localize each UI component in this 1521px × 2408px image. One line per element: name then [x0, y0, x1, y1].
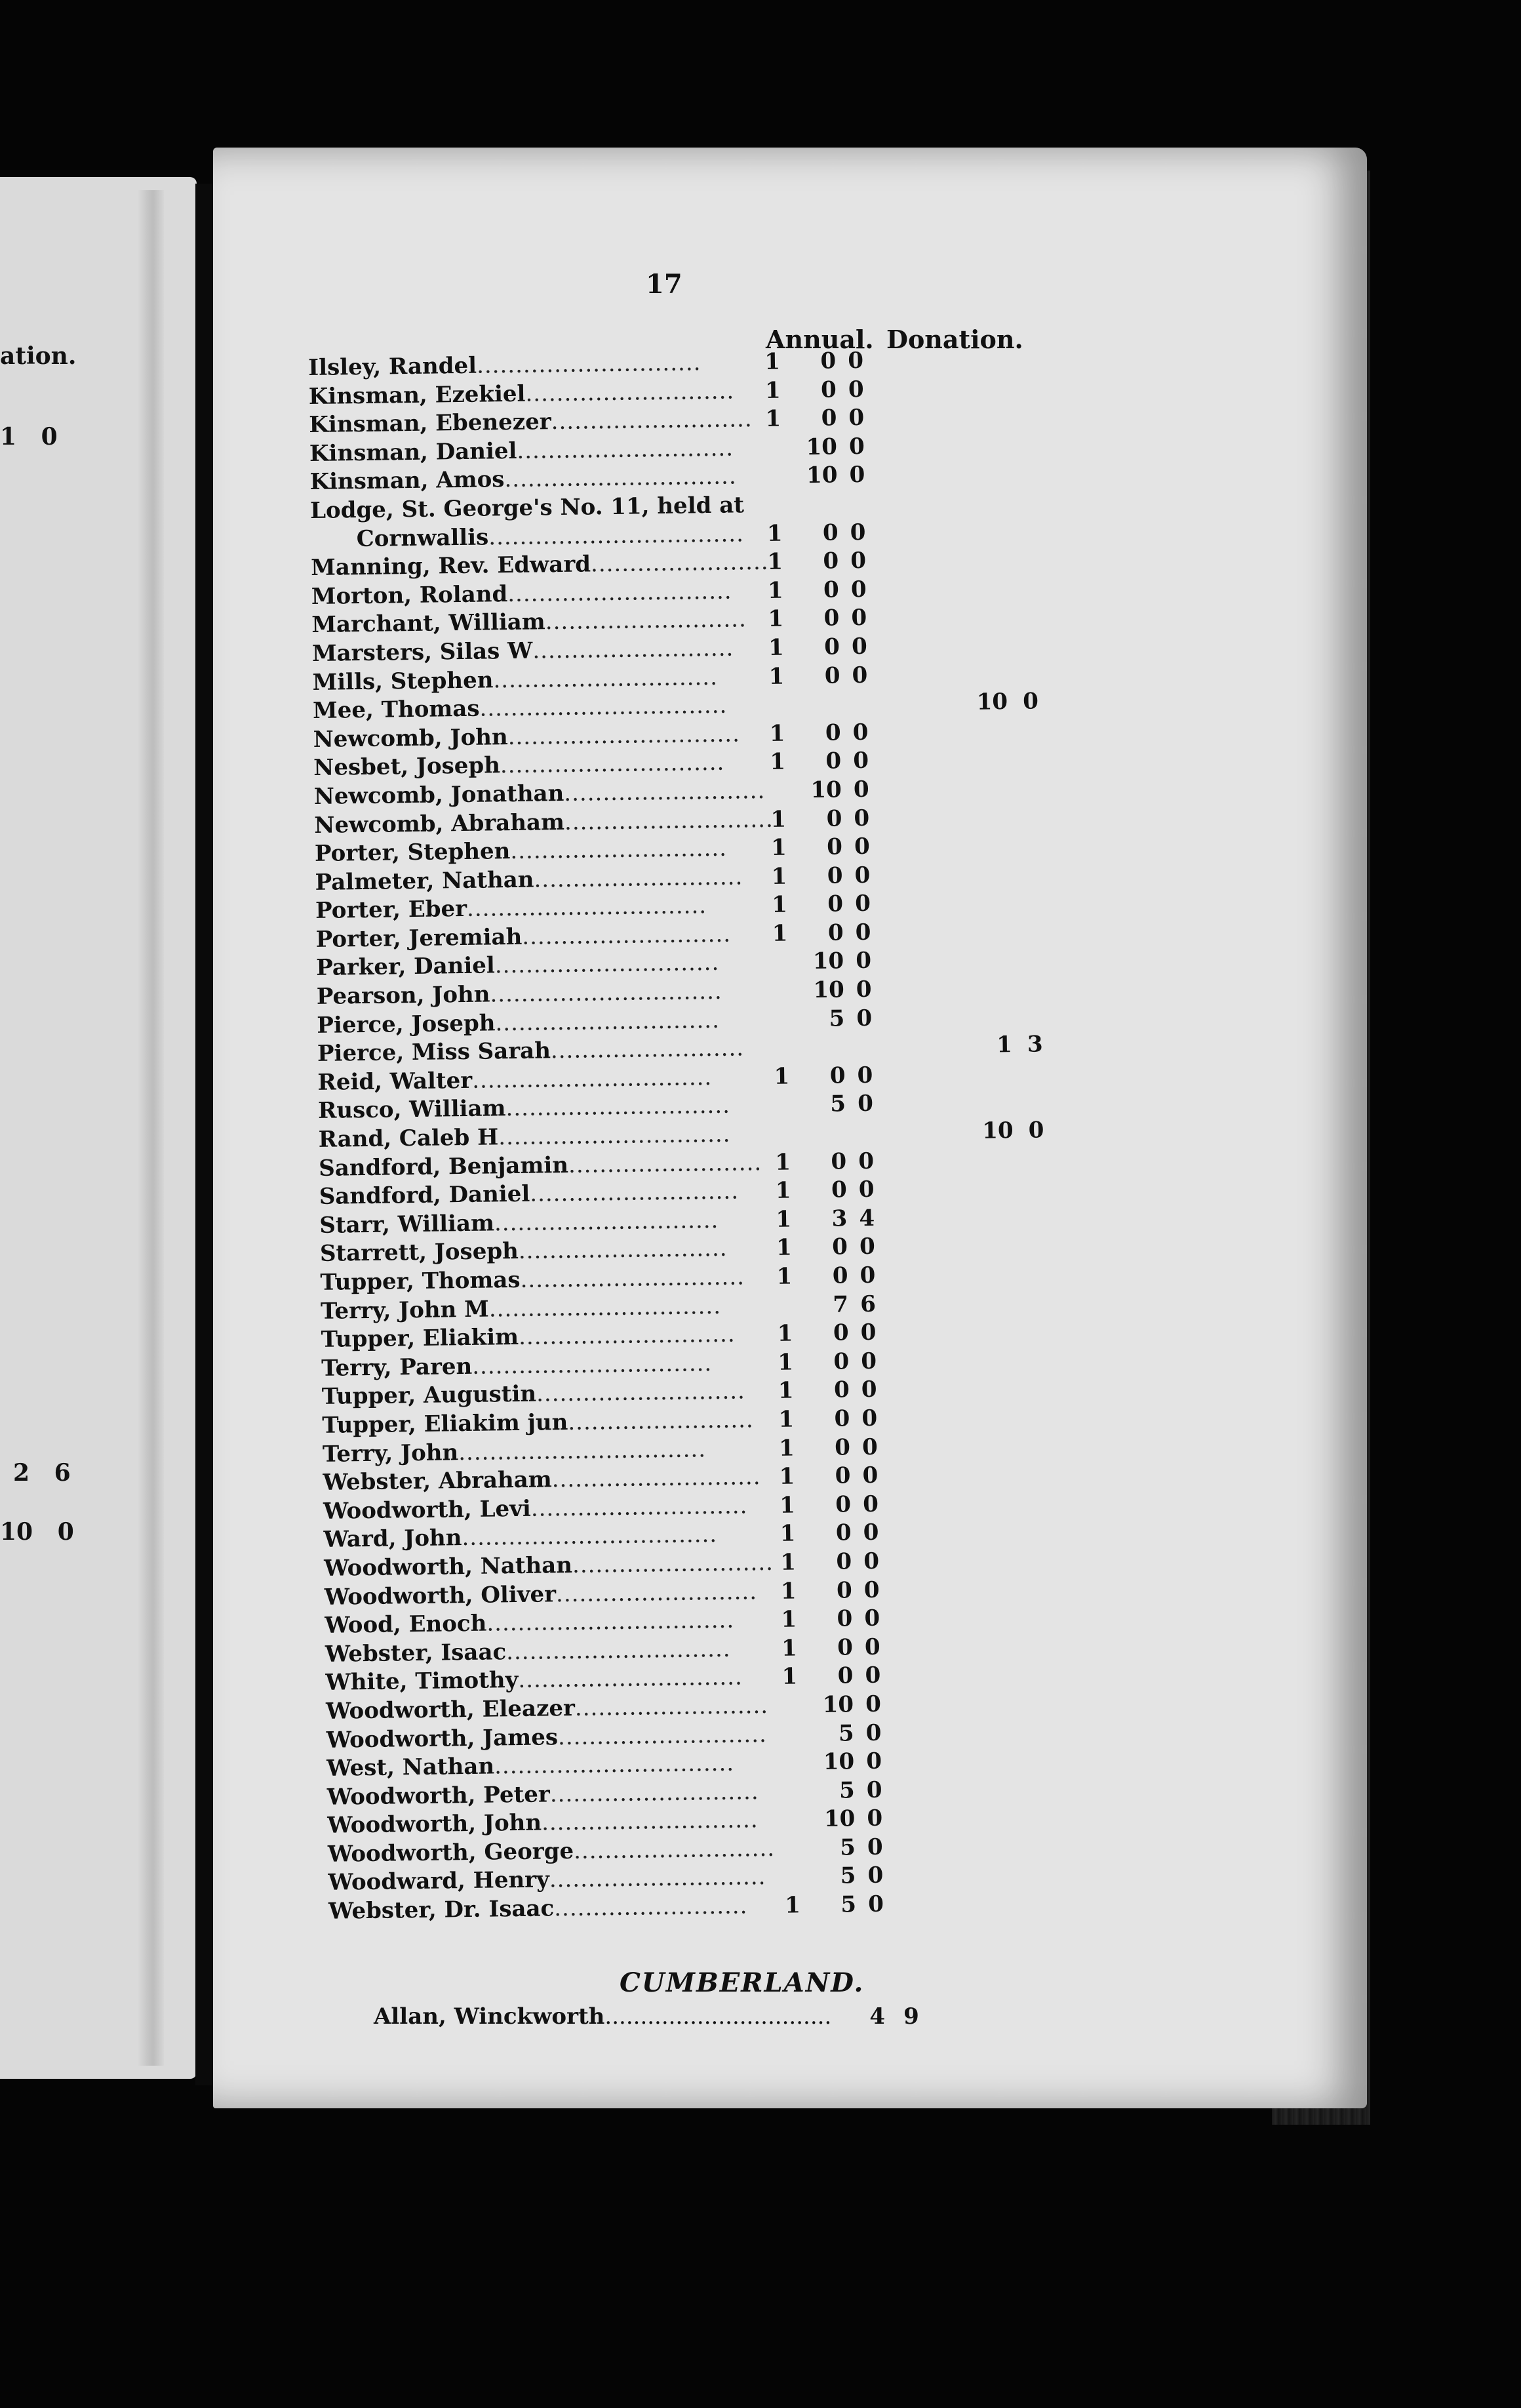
subscriber-name: Webster, Dr. Isaac......................... [328, 1893, 748, 1925]
annual-shillings: 10 [822, 1691, 854, 1718]
annual-pence: 0 [854, 891, 871, 917]
annual-pence: 0 [864, 1634, 880, 1660]
subscriber-name: Cornwallis................................. [356, 520, 745, 552]
subscriber-name: White, Timothy............................. [325, 1664, 743, 1696]
annual-shillings: 0 [833, 1348, 850, 1375]
subscriber-name: Sandford, Daniel........................... [319, 1178, 740, 1211]
subscriber-name: Woodworth, John............................ [327, 1807, 759, 1839]
donation-shillings: 10 [982, 1117, 1014, 1144]
subscriber-name: Woodworth, James........................... [326, 1721, 768, 1754]
annual-shillings: 0 [822, 519, 839, 546]
subscriber-name: Rand, Caleb H.............................. [318, 1121, 731, 1153]
subscriber-name: Kinsman, Amos.............................. [309, 463, 737, 496]
page-number: 17 [646, 269, 682, 300]
annual-shillings: 0 [820, 348, 837, 374]
annual-shillings: 0 [821, 405, 837, 431]
annual-pence: 0 [861, 1376, 877, 1403]
annual-pence: 0 [863, 1548, 880, 1575]
left-page-value: 2 6 [13, 1459, 71, 1487]
subscriber-name: Tupper, Eliakim jun........................ [322, 1407, 754, 1439]
annual-pence: 0 [853, 748, 869, 774]
annual-shillings: 5 [830, 1091, 846, 1118]
annual-pounds: 1 [778, 1434, 795, 1462]
subscriber-name: Parker, Daniel............................. [315, 950, 720, 982]
subscriber-name: Newcomb, John.............................. [313, 721, 741, 753]
subscriber-name: Tupper, Augustin........................... [321, 1378, 746, 1411]
annual-shillings: 0 [833, 1319, 849, 1346]
subscriber-name: Lodge, St. George's No. 11, held at [309, 492, 745, 524]
annual-pounds: 1 [778, 1349, 794, 1376]
annual-pence: 0 [854, 805, 870, 832]
annual-pence: 0 [861, 1348, 877, 1375]
subscriber-name: Porter, Eber............................... [315, 893, 707, 925]
left-page [0, 177, 197, 2079]
subscriber-name: Kinsman, Ezekiel........................... [308, 378, 735, 410]
subscriber-name: Woodworth, Eleazer......................... [325, 1692, 769, 1725]
subscriber-name: Woodward, Henry............................ [328, 1864, 766, 1896]
annual-pence: 0 [855, 919, 871, 946]
subscriber-name: Marchant, William.......................... [311, 606, 747, 639]
annual-pence: 0 [866, 1776, 882, 1803]
annual-shillings: 5 [839, 1776, 855, 1804]
annual-pence: 0 [861, 1434, 878, 1460]
annual-pence: 0 [861, 1405, 878, 1432]
annual-shillings: 0 [826, 805, 842, 832]
annual-shillings: 0 [835, 1491, 852, 1518]
annual-pounds: 1 [777, 1320, 793, 1347]
subscriber-list [308, 341, 1312, 1926]
annual-shillings: 0 [829, 1062, 846, 1089]
annual-shillings: 5 [829, 1005, 845, 1032]
subscriber-name: Nesbet, Joseph............................. [313, 750, 725, 782]
annual-pounds: 1 [778, 1406, 795, 1433]
book-spine [195, 184, 215, 2085]
subscriber-name: Mills, Stephen............................. [312, 664, 719, 696]
annual-pence: 0 [865, 1662, 881, 1689]
annual-shillings: 0 [831, 1176, 848, 1203]
subscriber-name: Wood, Enoch................................ [325, 1607, 735, 1639]
annual-shillings: 0 [837, 1634, 854, 1661]
annual-pence: 0 [862, 1491, 879, 1517]
annual-shillings: 10 [823, 1748, 855, 1775]
annual-pence: 0 [867, 1834, 883, 1860]
subscriber-name: Woodworth, Nathan.......................... [323, 1549, 774, 1582]
annual-shillings: 0 [834, 1434, 851, 1461]
annual-pounds: 1 [770, 806, 787, 833]
annual-pence: 0 [858, 1148, 875, 1174]
subscriber-name: Tupper, Eliakim............................ [321, 1321, 736, 1354]
annual-shillings: 4 [869, 2003, 885, 2030]
annual-shillings: 0 [837, 1662, 854, 1689]
annual-pounds: 1 [775, 1149, 791, 1176]
subscriber-name: Webster, Isaac............................. [325, 1635, 731, 1668]
annual-pence: 0 [865, 1691, 882, 1717]
annual-pence: 0 [859, 1262, 876, 1289]
subscriber-name: Woodworth, Levi............................ [323, 1493, 748, 1525]
annual-shillings: 0 [827, 862, 843, 889]
annual-shillings: 0 [820, 376, 837, 403]
annual-shillings: 0 [825, 748, 842, 775]
annual-pounds: 1 [781, 1663, 798, 1691]
subscriber-name: Morton, Roland............................. [311, 578, 732, 610]
annual-pence: 6 [859, 1291, 877, 1317]
annual-pence: 0 [853, 776, 869, 803]
annual-pence: 0 [867, 1891, 884, 1918]
annual-shillings: 0 [836, 1576, 853, 1604]
annual-pence: 0 [848, 433, 865, 460]
annual-shillings: 0 [833, 1376, 850, 1404]
annual-pence: 0 [860, 1319, 877, 1346]
donation-shillings: 10 [976, 689, 1008, 715]
annual-pence: 0 [863, 1519, 879, 1546]
annual-pence: 0 [850, 576, 867, 603]
subscriber-name: Sandford, Benjamin......................... [318, 1149, 762, 1182]
annual-shillings: 5 [840, 1862, 856, 1890]
subscriber-name: Mee, Thomas................................ [312, 692, 728, 725]
annual-pence: 0 [859, 1234, 875, 1260]
annual-shillings: 10 [806, 462, 838, 489]
annual-pence: 0 [852, 719, 869, 746]
annual-pence: 0 [850, 548, 867, 574]
annual-pence: 0 [857, 1062, 873, 1089]
annual-shillings: 0 [837, 1605, 853, 1632]
annual-pounds: 1 [772, 920, 788, 947]
annual-shillings: 0 [831, 1148, 847, 1175]
annual-pounds: 1 [765, 405, 781, 433]
subscriber-name: Tupper, Thomas............................. [320, 1264, 745, 1296]
annual-pounds: 1 [776, 1263, 793, 1290]
annual-pence: 0 [854, 833, 870, 860]
annual-pence: 4 [859, 1205, 875, 1232]
annual-column-header: Annual. [766, 325, 874, 354]
annual-shillings: 0 [835, 1462, 851, 1489]
annual-pounds: 1 [771, 863, 787, 890]
annual-shillings: 0 [827, 891, 844, 917]
annual-shillings: 10 [812, 948, 844, 975]
annual-shillings: 10 [806, 433, 838, 460]
subscriber-name: Ilsley, Randel............................. [308, 350, 701, 381]
subscriber-name: Woodworth, George.......................... [327, 1835, 776, 1868]
annual-shillings: 5 [840, 1891, 857, 1918]
annual-pounds: 1 [780, 1577, 797, 1605]
subscriber-name: Newcomb, Abraham........................... [314, 806, 774, 839]
annual-shillings: 5 [839, 1834, 856, 1861]
annual-pounds: 1 [780, 1549, 797, 1576]
annual-shillings: 0 [836, 1548, 852, 1575]
subscriber-name: Pearson, John.............................. [316, 978, 722, 1010]
annual-shillings: 0 [835, 1519, 852, 1546]
subscriber-name: Terry, Paren............................... [321, 1350, 713, 1382]
annual-shillings: 0 [831, 1234, 848, 1261]
annual-pence: 0 [856, 1005, 873, 1032]
annual-pounds: 1 [780, 1520, 796, 1548]
annual-shillings: 7 [833, 1291, 849, 1318]
annual-shillings: 5 [838, 1719, 854, 1747]
annual-shillings: 10 [813, 976, 845, 1004]
annual-pence: 0 [848, 347, 864, 374]
subscriber-name: Porter, Jeremiah........................... [315, 921, 732, 953]
annual-pence: 0 [848, 405, 865, 431]
annual-shillings: 3 [831, 1205, 848, 1232]
annual-pounds: 1 [778, 1377, 794, 1405]
donation-pence: 0 [1028, 1117, 1044, 1144]
subscriber-name: Terry, John................................ [322, 1435, 707, 1468]
annual-pounds: 1 [781, 1635, 797, 1662]
annual-pence: 0 [850, 519, 866, 546]
subscriber-name: Rusco, William............................. [317, 1093, 731, 1125]
annual-shillings: 0 [823, 605, 840, 632]
annual-shillings: 0 [823, 548, 839, 574]
annual-pounds: 1 [771, 891, 788, 919]
annual-pounds: 1 [764, 348, 781, 375]
annual-pence: 0 [865, 1719, 882, 1746]
annual-shillings: 10 [823, 1805, 856, 1833]
annual-pence: 0 [852, 662, 868, 689]
subscriber-name: Palmeter, Nathan........................... [315, 864, 743, 896]
donation-shillings: 1 [996, 1032, 1013, 1058]
annual-pounds: 1 [767, 548, 783, 576]
annual-pence: 0 [848, 376, 864, 403]
subscriber-name: Starrett, Joseph........................... [319, 1235, 728, 1268]
annual-pounds: 1 [768, 634, 785, 661]
annual-pence: 0 [864, 1605, 880, 1632]
annual-shillings: 0 [832, 1262, 848, 1289]
left-page-value: 10 0 [0, 1518, 74, 1546]
annual-shillings: 10 [810, 776, 842, 803]
annual-shillings: 0 [834, 1405, 850, 1432]
annual-pounds: 1 [775, 1177, 791, 1204]
annual-pence: 0 [856, 976, 872, 1003]
annual-pounds: 1 [779, 1492, 796, 1519]
annual-pounds: 1 [764, 377, 781, 404]
subscriber-name: Webster, Abraham........................... [323, 1464, 761, 1496]
annual-pence: 0 [862, 1462, 879, 1489]
annual-pence: 0 [867, 1805, 883, 1832]
annual-pounds: 1 [766, 520, 783, 547]
annual-pence: 0 [866, 1748, 882, 1775]
subscriber-name: Starr, William............................. [319, 1207, 719, 1239]
subscriber-name: Reid, Walter............................... [317, 1064, 713, 1096]
annual-pence: 0 [851, 633, 867, 660]
annual-pence: 0 [856, 948, 872, 974]
subscriber-name: Kinsman, Ebenezer.......................... [309, 406, 753, 439]
annual-pounds: 1 [776, 1234, 792, 1262]
annual-pence: 0 [851, 605, 867, 632]
annual-pounds: 1 [768, 663, 785, 690]
subscriber-name: Pierce, Miss Sarah......................... [317, 1035, 745, 1068]
annual-pounds: 1 [781, 1606, 797, 1633]
annual-pounds: 1 [769, 720, 785, 747]
donation-pence: 0 [1022, 688, 1039, 715]
annual-pence: 9 [903, 2003, 919, 2030]
annual-shillings: 0 [827, 919, 844, 946]
left-page-crease [138, 190, 164, 2066]
subscriber-name: Allan, Winckworth................................ [374, 2003, 832, 2030]
section-heading: CUMBERLAND. [620, 1967, 865, 1998]
list-item [374, 2003, 1160, 2036]
subscriber-name: Kinsman, Daniel............................ [309, 435, 734, 467]
annual-pounds: 1 [779, 1463, 795, 1490]
subscriber-name: Pierce, Joseph............................. [317, 1007, 721, 1039]
subscriber-name: Manning, Rev. Edward....................... [311, 548, 769, 582]
annual-pounds: 1 [768, 605, 784, 633]
subscriber-name: Ward, John................................. [323, 1521, 718, 1554]
subscriber-name: Woodworth, Oliver.......................... [324, 1578, 758, 1611]
subscriber-name: Terry, John M.............................. [320, 1293, 722, 1325]
subscriber-name: West, Nathan............................... [326, 1750, 735, 1782]
annual-pence: 0 [863, 1576, 880, 1603]
annual-pounds: 1 [774, 1063, 790, 1090]
annual-shillings: 0 [824, 662, 840, 689]
annual-shillings: 0 [823, 576, 840, 603]
subscriber-name: Marsters, Silas W.......................... [311, 635, 734, 667]
donation-column-header: Donation. [886, 325, 1023, 354]
annual-pounds: 1 [776, 1206, 792, 1233]
annual-pounds: 1 [770, 834, 787, 861]
annual-shillings: 0 [823, 633, 840, 660]
annual-pence: 0 [857, 1091, 874, 1117]
annual-pence: 0 [867, 1862, 884, 1889]
annual-pence: 0 [858, 1176, 875, 1203]
subscriber-name: Newcomb, Jonathan.......................... [313, 777, 766, 810]
annual-pence: 0 [849, 462, 865, 489]
left-page-value: 1 0 [0, 423, 58, 451]
annual-shillings: 0 [826, 833, 843, 860]
annual-pounds: 1 [770, 748, 786, 776]
subscriber-name: Porter, Stephen............................ [314, 835, 728, 868]
annual-pounds: 1 [784, 1892, 801, 1919]
annual-pounds: 1 [767, 577, 783, 604]
annual-shillings: 0 [825, 719, 841, 746]
left-page-header-fragment: ation. [0, 342, 77, 370]
donation-pence: 3 [1027, 1031, 1043, 1058]
annual-pence: 0 [854, 862, 871, 889]
subscriber-name: Woodworth, Peter........................... [326, 1778, 759, 1811]
